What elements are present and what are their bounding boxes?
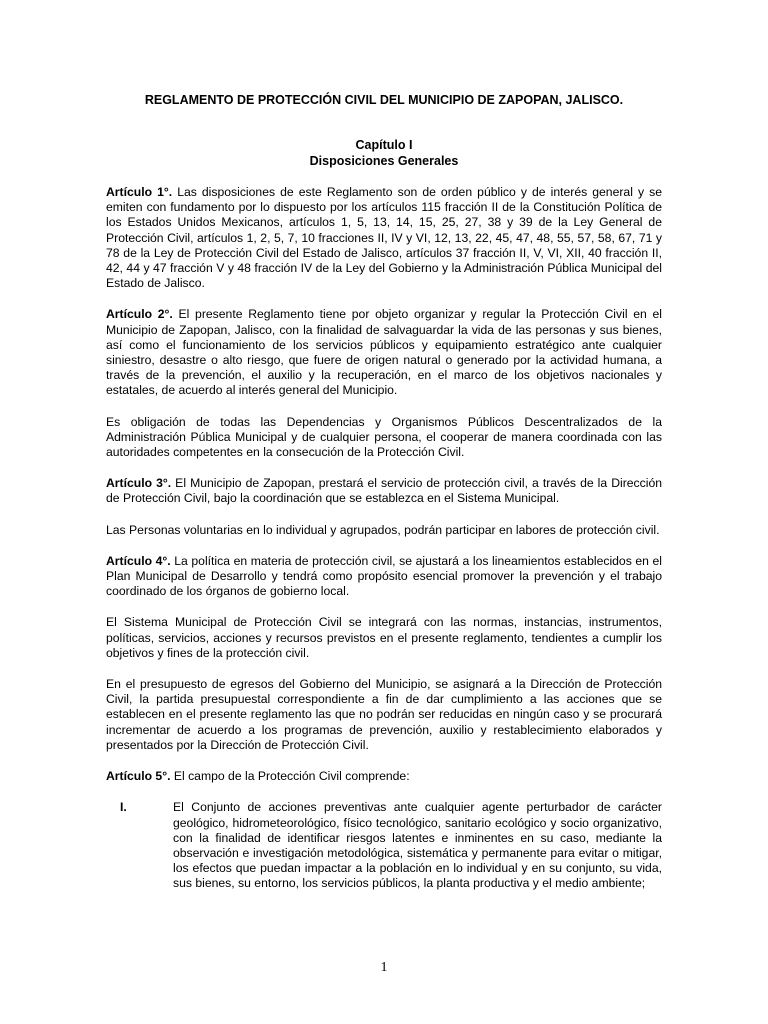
article-label: Artículo 3°. [106,476,172,491]
article-4-budget-paragraph [106,677,662,753]
paragraph-text: El Municipio de Zapopan, prestará el servicio de protección civil, a través de la Dirección de Protección Civil, bajo la coordinación que se establezca en el Sistema Municipal. [106,476,663,506]
paragraph-text: Las Personas voluntarias en lo individual y agrupados, podrán participar en labores de protección civil. [106,522,660,537]
article-1-paragraph [106,185,662,291]
article-4-paragraph [106,554,662,600]
article-label: Artículo 5°. [106,769,171,784]
article-label: Artículo 2°. [106,307,173,322]
article-2-paragraph [106,307,662,398]
list-item-text: El Conjunto de acciones preventivas ante cualquier agente perturbador de carácter geológico, hidrometeorológico, físico tecnológico, sanitario ecológico y socio organizativo, con la finalidad de identificar riesgos latentes e inminentes en su caso, mediante la observación e investigación metodológica, sistemática y permanente para evitar o mitigar, los efectos que puedan impactar a la población en lo individual y en su conjunto, su vida, sus bienes, su entorno, los servicios públicos, la planta productiva y el medio ambiente; [173,800,662,891]
paragraph-text: En el presupuesto de egresos del Gobierno del Municipio, se asignará a la Dirección de Protección Civil, la partida presupuestal correspondiente a fin de dar cumplimiento a las acciones que se establecen en el presente reglamento las que no podrán ser reducidas en ningún caso y se procurará incrementar de acuerdo a los programas de prevención, auxilio y restablecimiento elaborados y presentados por la Dirección de Protección Civil. [106,677,662,752]
chapter-number: Capítulo I [355,138,413,152]
article-4-system-paragraph [106,615,662,661]
paragraph-text: Es obligación de todas las Dependencias y Organismos Públicos Descentralizados de la Administración Pública Municipal y de cualquier persona, el cooperar de manera coordinada con las autoridades competentes en la consecución de la Protección Civil. [106,414,662,460]
article-3-paragraph [106,476,662,506]
article-label: Artículo 4°. [106,553,171,568]
document-title: REGLAMENTO DE PROTECCIÓN CIVIL DEL MUNICIPIO DE ZAPOPAN, JALISCO. [144,93,624,107]
article-3-volunteers-paragraph [106,523,662,538]
paragraph-text: Las disposiciones de este Reglamento son de orden público y de interés general y se emiten con fundamento por lo dispuesto por los artículos 115 fracción II de la Constitución Política de los Estados Unidos Mexicanos, artículos 1, 5, 13, 14, 15, 25, 27, 38 y 39 de la Ley General de Protección Civil, artículos 1, 2, 5, 7, 10 fracciones II, IV y VI, 12, 13, 22, 45, 47, 48, 55, 57, 58, 67, 71 y 78 de la Ley de Protección Civil del Estado de Jalisco, artículos 37 fracción II, V, VI, XII, 40 fracción II, 42, 44 y 47 fracción V y 48 fracción IV de la Ley del Gobierno y la Administración Pública Municipal del Estado de Jalisco. [106,185,662,291]
chapter-heading [106,138,662,169]
article-2-obligation-paragraph [106,415,662,461]
paragraph-text: El presente Reglamento tiene por objeto organizar y regular la Protección Civil en el Municipio de Zapopan, Jalisco, con la finalidad de salvaguardar la vida de las personas y sus bienes, así como el funcionamiento de los servicios públicos y equipamiento estratégico ante cualquier siniestro, desastre o alto riesgo, que fuere de origen natural o generado por la actividad humana, a través de la prevención, el auxilio y la recuperación, en el marco de los objetivos nacionales y estatales, de acuerdo al interés general del Municipio. [106,307,662,398]
article-5-paragraph [106,769,662,784]
list-item [106,800,662,891]
paragraph-text: El campo de la Protección Civil comprende: [170,769,410,784]
paragraph-text: La política en materia de protección civil, se ajustará a los lineamientos establecidos en el Plan Municipal de Desarrollo y tendrá como propósito esencial promover la prevención y el trabajo coordinado de los órganos de gobierno local. [106,553,663,599]
article-label: Artículo 1°. [106,185,173,199]
document-body [106,92,662,892]
fraction-list [106,800,662,891]
page-number: 1 [380,960,388,975]
paragraph-text: El Sistema Municipal de Protección Civil se integrará con las normas, instancias, instrumentos, políticas, servicios, acciones y recursos previstos en el presente reglamento, tendientes a cumplir los objetivos y fines de la protección civil. [106,615,662,660]
chapter-title: Disposiciones Generales [309,153,459,168]
list-item-number: I. [120,800,127,815]
